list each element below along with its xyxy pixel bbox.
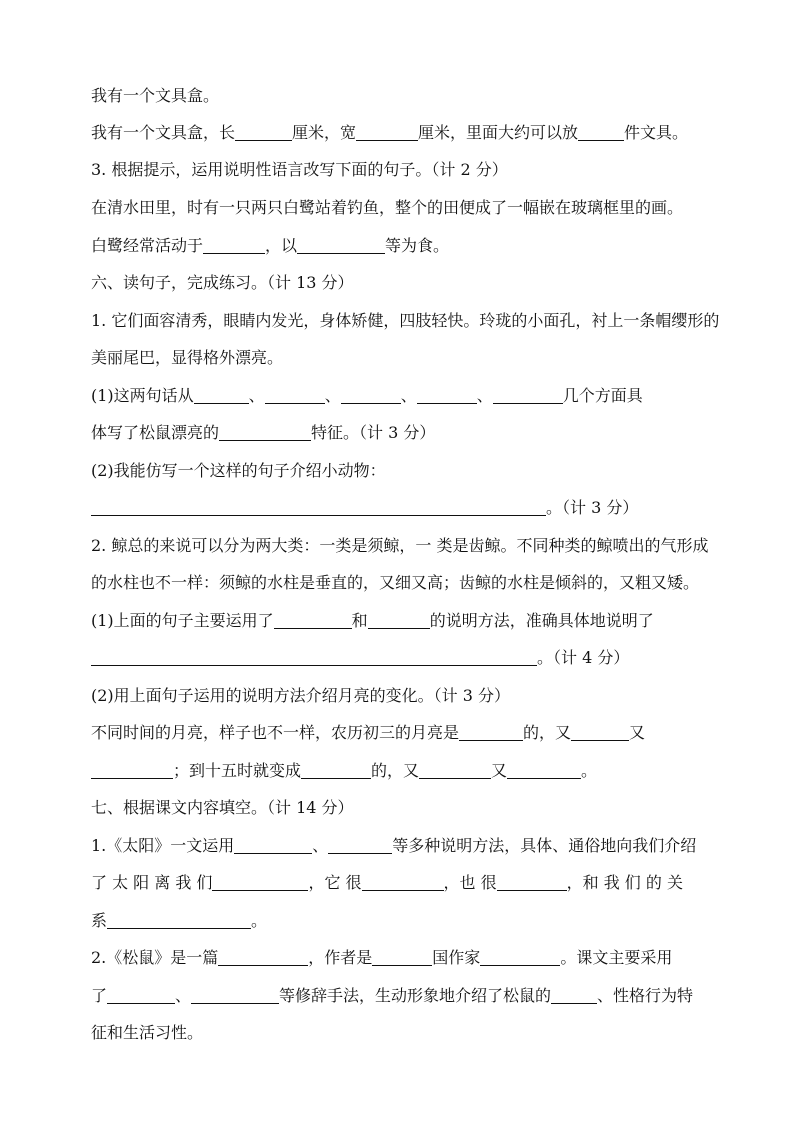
fill-blank[interactable] (107, 912, 251, 929)
line-13 (91, 536, 708, 556)
fill-blank[interactable] (372, 949, 432, 966)
text: 、 (175, 986, 192, 1005)
fill-blank[interactable] (297, 237, 385, 254)
fill-blank[interactable] (91, 762, 173, 779)
text: 等多种说明方法，具体、通俗地向我们介绍 (392, 836, 697, 855)
fill-blank[interactable] (91, 649, 537, 666)
text: 了 太 阳 离 我 们 (91, 873, 213, 892)
fill-blank[interactable] (419, 762, 491, 779)
fill-blank[interactable] (341, 387, 401, 404)
text: 美丽尾巴，显得格外漂亮。 (91, 348, 284, 367)
fill-blank[interactable] (203, 237, 265, 254)
text: (1)上面的句子主要运用了 (91, 611, 274, 630)
question-heading: 3. 根据提示，运用说明性语言改写下面的句子。（计 2 分） (91, 160, 508, 179)
fill-blank[interactable] (493, 387, 563, 404)
line-19 (91, 761, 597, 781)
text: 。课文主要采用 (560, 948, 673, 967)
text: 系 (91, 911, 108, 930)
text: 等为食。 (385, 236, 450, 255)
line-16 (91, 648, 629, 668)
line-12 (91, 498, 638, 518)
text: 。（计 4 分） (537, 648, 630, 667)
line-4 (91, 198, 683, 218)
fill-blank[interactable] (218, 949, 308, 966)
line-20 (91, 798, 354, 818)
fill-blank[interactable] (480, 949, 560, 966)
fill-blank[interactable] (274, 612, 352, 629)
fill-blank[interactable] (301, 762, 371, 779)
text: 、 (324, 386, 341, 405)
fill-blank[interactable] (368, 612, 430, 629)
text: 了 (91, 986, 108, 1005)
text: (1)这两句话从 (91, 386, 194, 405)
text: 的水柱也不一样：须鲸的水柱是垂直的，又细又高；齿鲸的水柱是倾斜的，又粗又矮。 (91, 573, 700, 592)
text: 特征。（计 3 分） (311, 423, 436, 442)
text: ；到十五时就变成 (173, 761, 302, 780)
text: 我有一个文具盒，长 (91, 123, 236, 142)
text: 。 (251, 911, 268, 930)
text: 厘米，宽 (292, 123, 357, 142)
text: 在清水田里，时有一只两只白鹭站着钓鱼，整个的田便成了一幅嵌在玻璃框里的画。 (91, 198, 684, 217)
text: 的，又 (523, 723, 572, 742)
fill-blank[interactable] (235, 124, 292, 141)
text: 、 (312, 836, 329, 855)
text: 。（计 3 分） (546, 498, 639, 517)
line-10 (91, 423, 435, 443)
text: (2)用上面句子运用的说明方法介绍月亮的变化。（计 3 分） (91, 686, 511, 705)
section-heading: 七、根据课文内容填空。（计 14 分） (91, 798, 354, 817)
text: 几个方面具 (562, 386, 643, 405)
line-14 (91, 573, 699, 593)
text: ，它 很 (308, 873, 362, 892)
section-heading: 六、读句子，完成练习。（计 13 分） (91, 273, 354, 292)
line-18 (91, 723, 645, 743)
text: ，作者是 (308, 948, 373, 967)
text: 我有一个文具盒。 (91, 86, 220, 105)
line-7 (91, 311, 719, 331)
line-8 (91, 348, 283, 368)
text: 、 (248, 386, 265, 405)
line-15 (91, 611, 654, 631)
text: 2. 鲸总的来说可以分为两大类：一类是须鲸，一 类是齿鲸。不同种类的鲸喷出的气形成 (91, 536, 709, 555)
text: 等修辞手法，生动形象地介绍了松鼠的 (279, 986, 552, 1005)
line-24 (91, 948, 672, 968)
fill-blank[interactable] (356, 124, 418, 141)
fill-blank[interactable] (194, 387, 249, 404)
text: 、 (400, 386, 417, 405)
text: ，以 (265, 236, 298, 255)
fill-blank[interactable] (362, 874, 444, 891)
fill-blank[interactable] (107, 987, 175, 1004)
text: 征和生活习性。 (91, 1023, 204, 1042)
text: 又 (629, 723, 646, 742)
text: ，和 我 们 的 关 (566, 873, 683, 892)
text: 1. 它们面容清秀，眼睛内发光，身体矫健，四肢轻快。玲珑的小面孔，衬上一条帽缨形的 (91, 311, 720, 330)
line-11 (91, 461, 386, 481)
fill-blank[interactable] (234, 837, 312, 854)
fill-blank[interactable] (497, 874, 567, 891)
fill-blank[interactable] (328, 837, 392, 854)
line-26 (91, 1023, 203, 1043)
fill-blank[interactable] (219, 424, 311, 441)
text: ，也 很 (443, 873, 497, 892)
text: 件文具。 (624, 123, 689, 142)
text: 又 (491, 761, 508, 780)
text: 不同时间的月亮，样子也不一样，农历初三的月亮是 (91, 723, 460, 742)
line-2 (91, 123, 688, 143)
line-5 (91, 236, 449, 256)
text: 的说明方法，准确具体地说明了 (429, 611, 654, 630)
fill-blank[interactable] (578, 124, 624, 141)
line-21 (91, 836, 696, 856)
line-17 (91, 686, 510, 706)
text: 白鹭经常活动于 (91, 236, 204, 255)
text: 国作家 (432, 948, 481, 967)
line-6 (91, 273, 354, 293)
fill-blank[interactable] (212, 874, 308, 891)
text: 和 (351, 611, 368, 630)
text: 厘米，里面大约可以放 (418, 123, 579, 142)
text: 、性格行为特 (597, 986, 694, 1005)
text: (2)我能仿写一个这样的句子介绍小动物： (91, 461, 386, 480)
fill-blank[interactable] (571, 724, 629, 741)
text: 2.《松鼠》是一篇 (91, 948, 219, 967)
fill-blank[interactable] (417, 387, 477, 404)
fill-blank[interactable] (265, 387, 325, 404)
text: 1.《太阳》一文运用 (91, 836, 235, 855)
line-22 (91, 873, 683, 893)
text: 。 (581, 761, 598, 780)
line-25 (91, 986, 693, 1006)
fill-blank[interactable] (507, 762, 581, 779)
line-9 (91, 386, 643, 406)
text: 、 (476, 386, 493, 405)
fill-blank[interactable] (551, 987, 597, 1004)
line-1 (91, 86, 219, 106)
text: 的，又 (371, 761, 420, 780)
fill-blank[interactable] (91, 499, 546, 516)
line-23 (91, 911, 267, 931)
fill-blank[interactable] (191, 987, 279, 1004)
fill-blank[interactable] (459, 724, 523, 741)
line-3 (91, 160, 508, 180)
text: 体写了松鼠漂亮的 (91, 423, 220, 442)
